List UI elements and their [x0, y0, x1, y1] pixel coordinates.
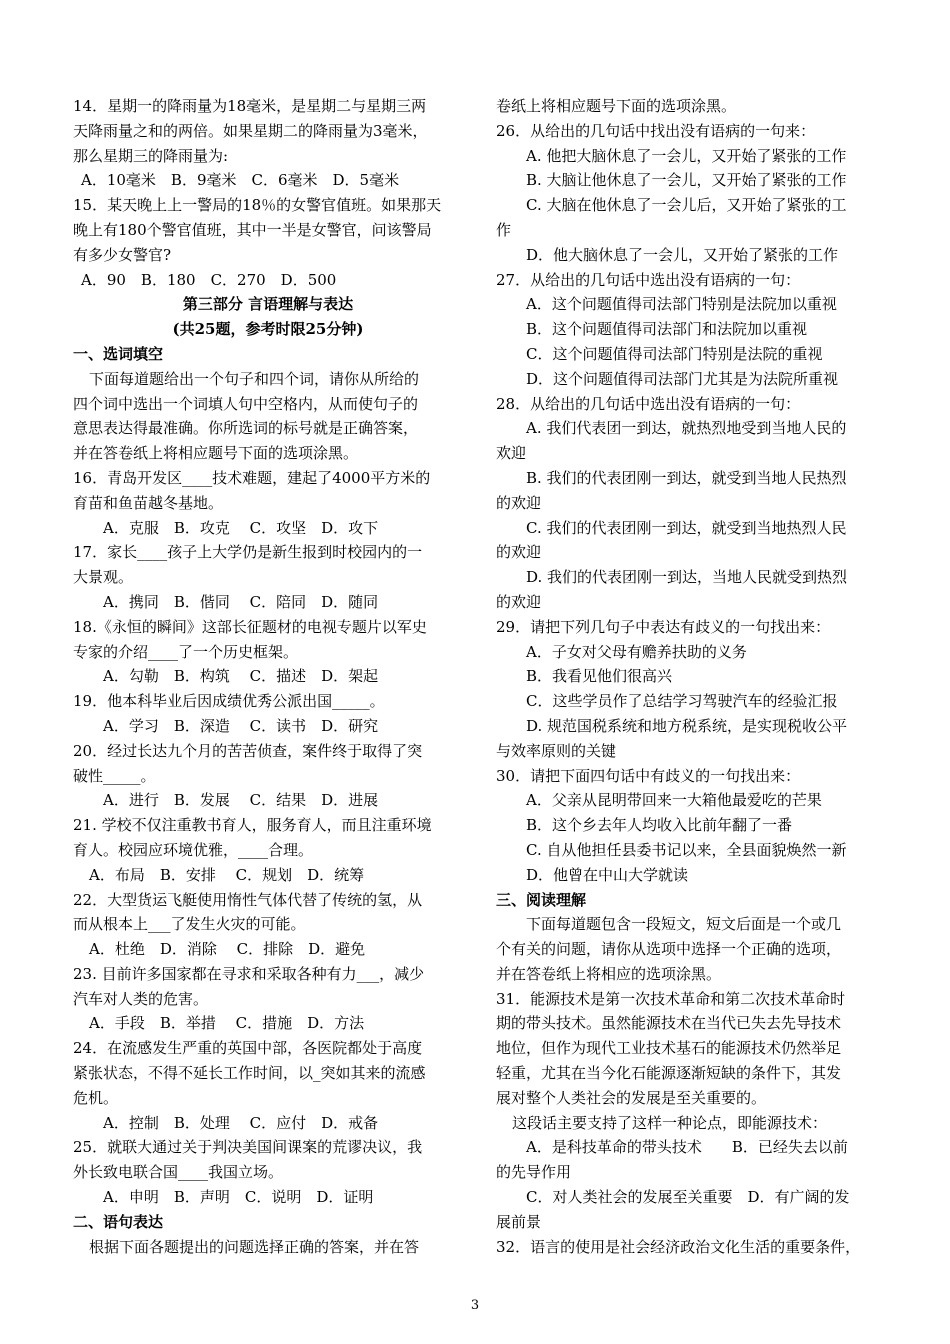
instruction-line: 意思表达得最准确。你所选词的标号就是正确答案， [73, 419, 419, 438]
question-line: 危机。 [73, 1088, 119, 1107]
instruction-line: 并在答卷纸上将相应题号下面的选项涂黑。 [73, 444, 359, 463]
option-line: D. 规范国税系统和地方税系统，是实现税收公平 [526, 716, 848, 735]
option-line: A．布局 B．安排 C．规划 D．统筹 [89, 865, 365, 884]
option-line: A．克服 B．攻克 C．攻坚 D．攻下 [103, 518, 379, 537]
instruction-line: 四个词中选出一个词填人句中空格内，从而使句子的 [73, 394, 419, 413]
option-line: 的先导作用 [496, 1163, 572, 1182]
option-line: A．是科技革命的带头技术 B．已经失去以前 [526, 1138, 848, 1157]
subsection-heading: 二、语句表达 [73, 1212, 164, 1231]
passage-line: 32．语言的使用是社会经济政治文化生活的重要条件， [496, 1237, 861, 1256]
left-column [73, 94, 463, 1259]
text-line: 晚上有180个警官值班，其中一半是女警官，问该警局 [73, 220, 432, 239]
question-line: 20．经过长达九个月的苦苦侦查，案件终于取得了突 [73, 741, 423, 760]
option-line: D．他曾在中山大学就读 [526, 865, 689, 884]
question-line: 汽车对人类的危害。 [73, 989, 209, 1008]
option-line: A．手段 B．举措 C．措施 D．方法 [89, 1014, 365, 1033]
question-line: 21. 学校不仅注重教书育人，服务育人，而且注重环境 [73, 816, 432, 835]
question-line: 26．从给出的几句话中找出没有语病的一句来： [496, 121, 816, 140]
option-line: 与效率原则的关键 [496, 741, 617, 760]
passage-line: 地位，但作为现代工业技术基石的能源技术仍然举足 [496, 1039, 842, 1058]
option-line: A．申明 B．声明 C．说明 D．证明 [103, 1188, 374, 1207]
option-line: A．携同 B．偕同 C．陪同 D．随同 [103, 592, 379, 611]
instruction-line: 下面每道题给出一个句子和四个词，请你从所给的 [89, 369, 420, 388]
question-line: 紧张状态，不得不延长工作时间，以_突如其来的流感 [73, 1064, 426, 1083]
question-line: 24．在流感发生严重的英国中部，各医院都处于高度 [73, 1039, 423, 1058]
option-line: A．勾勒 B．构筑 C．描述 D．架起 [103, 667, 379, 686]
instruction-line: 个有关的问题，请你从选项中选择一个正确的选项， [496, 940, 842, 959]
option-line: 的欢迎 [496, 592, 542, 611]
passage-line: 轻重，尤其在当今化石能源逐渐短缺的条件下，其发 [496, 1064, 842, 1083]
section-title: 第三部分 言语理解与表达 [182, 295, 354, 314]
text-line: 15．某天晚上上一警局的18％的女警官值班。如果那天 [73, 196, 442, 215]
option-line: C．这个问题值得司法部门特别是法院的重视 [526, 344, 823, 363]
question-line: 这段话主要支持了这样一种论点，即能源技术： [512, 1113, 828, 1132]
passage-line: 31．能源技术是第一次技术革命和第二次技术革命时 [496, 989, 846, 1008]
right-column [496, 94, 888, 1259]
question-line: 育人。校园应环境优雅，____合理。 [73, 840, 314, 859]
option-line: D．他大脑休息了一会儿，又开始了紧张的工作 [526, 245, 839, 264]
question-line: 23. 目前许多国家都在寻求和采取各种有力___，减少 [73, 964, 425, 983]
option-line: D．这个问题值得司法部门尤其是为法院所重视 [526, 369, 839, 388]
option-line: A．10毫米 B．9毫米 C．6毫米 D．5毫米 [81, 171, 400, 190]
option-line: B. 大脑让他休息了一会儿，又开始了紧张的工作 [526, 171, 847, 190]
option-line: 展前景 [496, 1212, 542, 1231]
subsection-heading: 一、选词填空 [73, 344, 164, 363]
option-line: A．父亲从昆明带回来一大箱他最爱吃的芒果 [526, 791, 822, 810]
question-line: 19．他本科毕业后因成绩优秀公派出国_____。 [73, 692, 385, 711]
option-line: A．学习 B．深造 C．读书 D．研究 [103, 716, 379, 735]
instruction-line: 并在答卷纸上将相应的选项涂黑。 [496, 964, 722, 983]
text-line: 有多少女警官? [73, 245, 172, 264]
option-line: A．这个问题值得司法部门特别是法院加以重视 [526, 295, 837, 314]
instruction-line: 根据下面各题提出的问题选择正确的答案，并在答 [89, 1237, 420, 1256]
option-line: B．我看见他们很高兴 [526, 667, 673, 686]
passage-line: 期的带头技术。虽然能源技术在当代已失去先导技术 [496, 1014, 842, 1033]
option-line: B．这个乡去年人均收入比前年翻了一番 [526, 816, 793, 835]
question-line: 28．从给出的几句话中选出没有语病的一句： [496, 394, 801, 413]
option-line: A. 他把大脑休息了一会儿，又开始了紧张的工作 [526, 146, 847, 165]
question-line: 而从根本上___了发生火灾的可能。 [73, 915, 306, 934]
question-line: 外长致电联合国____我国立场。 [73, 1163, 284, 1182]
option-line: D. 我们的代表团刚一到达，当地人民就受到热烈 [526, 568, 848, 587]
passage-line: 展对整个人类社会的发展是至关重要的。 [496, 1088, 767, 1107]
option-line: C．对人类社会的发展至关重要 D．有广阔的发 [526, 1188, 850, 1207]
section-subtitle: (共25题，参考时限25分钟) [172, 320, 364, 339]
text-line: 那么星期三的降雨量为: [73, 146, 229, 165]
question-line: 破性_____。 [73, 766, 156, 785]
question-line: 18.《永恒的瞬间》这部长征题材的电视专题片以军史 [73, 617, 427, 636]
text-line: 14．星期一的降雨量为18毫米，是星期二与星期三两 [73, 97, 427, 115]
option-line: A．子女对父母有赡养扶助的义务 [526, 642, 747, 661]
option-line: C. 我们的代表团刚一到达，就受到当地热烈人民 [526, 518, 847, 537]
option-line: 的欢迎 [496, 543, 542, 562]
instruction-line: 下面每道题包含一段短文，短文后面是一个或几 [526, 915, 842, 934]
question-line: 专家的介绍____了一个历史框架。 [73, 642, 299, 661]
question-line: 16．青岛开发区____技术难题，建起了4000平方米的 [73, 468, 431, 487]
option-line: A. 我们代表团一到达，就热烈地受到当地人民的 [526, 419, 847, 438]
option-line: A．杜绝 D．消除 C．排除 D．避免 [89, 940, 366, 959]
option-line: C. 大脑在他休息了一会儿后，又开始了紧张的工 [526, 196, 847, 215]
question-line: 育苗和鱼苗越冬基地。 [73, 493, 224, 512]
option-line: 作 [496, 220, 512, 239]
option-line: 的欢迎 [496, 493, 542, 512]
text-line: 天降雨量之和的两倍。如果星期二的降雨量为3毫米， [73, 121, 428, 140]
option-line: A．进行 B．发展 C．结果 D．进展 [103, 791, 379, 810]
option-line: A．控制 B．处理 C．应付 D．戒备 [103, 1113, 379, 1132]
option-line: C．这些学员作了总结学习驾驶汽车的经验汇报 [526, 692, 838, 711]
question-line: 25．就联大通过关于判决美国间课案的荒谬决议，我 [73, 1138, 423, 1157]
subsection-heading: 三、阅读理解 [496, 890, 587, 909]
option-line: B．这个问题值得司法部门和法院加以重视 [526, 320, 808, 339]
question-line: 27．从给出的几句话中选出没有语病的一句： [496, 270, 801, 289]
question-line: 30．请把下面四句话中有歧义的一句找出来： [496, 766, 801, 785]
question-line: 22．大型货运飞艇使用惰性气体代替了传统的氢，从 [73, 890, 423, 909]
option-line: B. 我们的代表团刚一到达，就受到当地人民热烈 [526, 468, 847, 487]
question-line: 大景观。 [73, 568, 134, 587]
page-number: 3 [470, 1298, 480, 1313]
option-line: A．90 B．180 C．270 D．500 [81, 270, 337, 289]
option-line: C. 自从他担任县委书记以来，全县面貌焕然一新 [526, 840, 847, 859]
question-line: 17．家长____孩子上大学仍是新生报到时校园内的一 [73, 543, 423, 562]
instruction-line: 卷纸上将相应题号下面的选项涂黑。 [496, 97, 737, 115]
question-line: 29．请把下列几句子中表达有歧义的一句找出来： [496, 617, 831, 636]
option-line: 欢迎 [496, 444, 527, 463]
